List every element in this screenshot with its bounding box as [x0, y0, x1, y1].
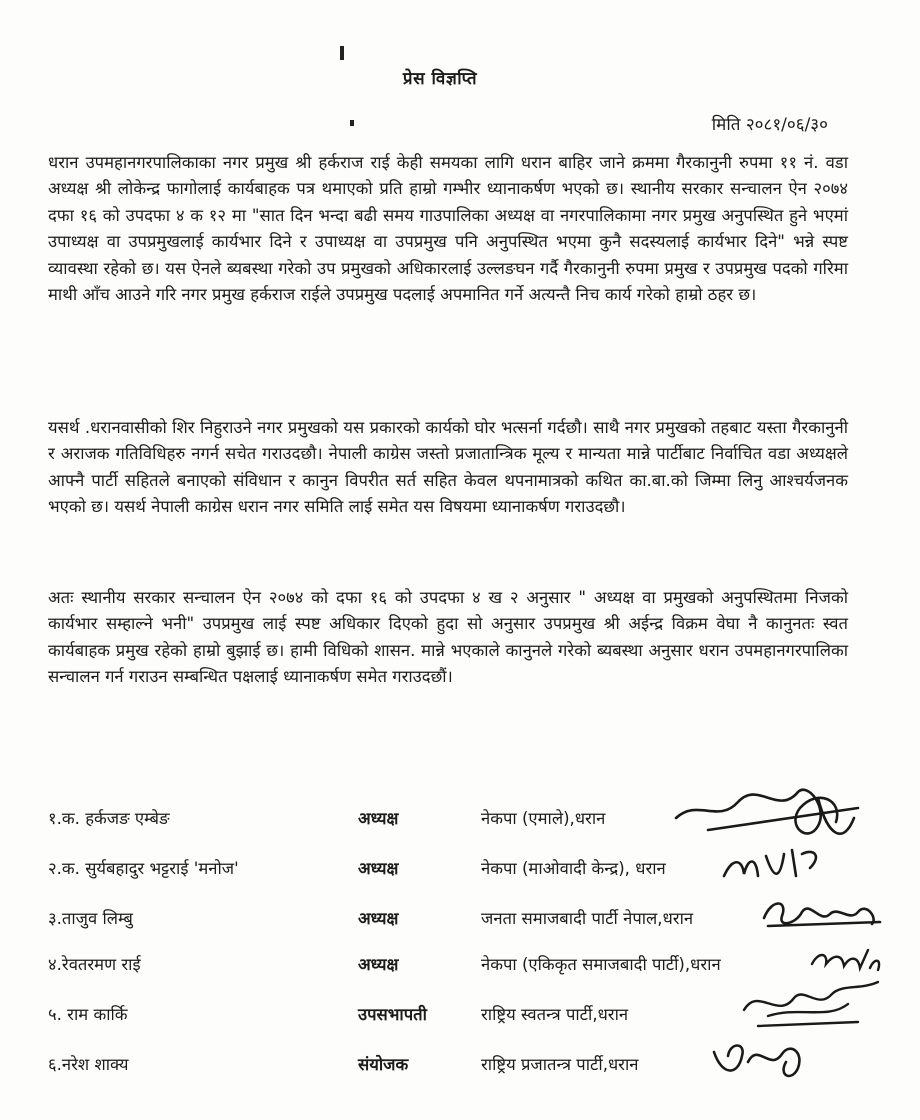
signatory-party: नेकपा (एमाले),धरान — [481, 809, 606, 828]
signatory-name: ५. राम कार्कि — [48, 1005, 128, 1024]
signatory-row — [48, 806, 888, 840]
signatory-name: १.क. हर्कजङ एम्बेङ — [48, 809, 170, 828]
signatory-role: अध्यक्ष — [358, 859, 399, 878]
signatory-role: अध्यक्ष — [358, 809, 399, 828]
signatory-name: ३.ताजुव लिम्बु — [48, 909, 133, 928]
handwritten-signature-6 — [708, 1032, 818, 1088]
paragraph-2: यसर्थ .धरानवासीको शिर निहुराउने नगर प्रमुखको यस प्रकारको कार्यको घोर भत्सर्ना गर्दछौ। साथै नगर प्रमुखको तहबाट यस्ता गैरकानुनी र अराजक गतिविधिहरु नगर्न सचेत गराउदछौ। नेपाली काग्रेस जस्तो प्रजातान्त्रिक मूल्य र मान्यता मान्ने पार्टीबाट निर्वाचित वडा अध्यक्षले आफ्नै पार्टी सहितले बनाएको संविधान र कानुन विपरीत सर्त सहित केवल थपनामात्रको कथित का.बा.को जिम्मा लिनु आश्चर्यजनक भएको छ। यसर्थ नेपाली काग्रेस धरान नगर समिति लाई समेत यस विषयमा ध्यानाकर्षण गराउदछौ। — [48, 418, 848, 517]
signatory-name: ४.रेवतरमण राई — [48, 955, 141, 974]
handwritten-signature-5 — [738, 976, 888, 1036]
handwritten-signature-4 — [808, 938, 888, 978]
signatory-party: राष्ट्रिय स्वतन्त्र पार्टी,धरान — [481, 1005, 629, 1024]
scan-speck — [340, 46, 344, 60]
paragraph-3: अतः स्थानीय सरकार सन्चालन ऐन २०७४ को दफा १६ को उपदफा ४ ख २ अनुसार " अध्यक्ष वा प्रमुखको अनुपस्थितमा निजको कार्यभार सम्हाल्ने भनी" उपप्रमुख लाई स्पष्ट अधिकार दिएको हुदा सो अनुसार उपप्रमुख श्री अईन्द्र विक्रम वेघा नै कानुनतः स्वत कार्यबाहक प्रमुख रहेको हाम्रो बुझाई छ। हामी विधिको शासन. मान्ने भएकाले कानुनले गरेको ब्यबस्था अनुसार धरान उपमहानगरपालिका सन्चालन गर्न गराउन सम्बन्धित पक्षलाई ध्यानाकर्षण समेत गराउदछौं। — [48, 588, 848, 687]
scan-speck — [350, 120, 354, 126]
signatory-row — [48, 856, 888, 890]
document-title: प्रेस विज्ञप्ति — [402, 69, 478, 89]
signatory-name: ६.नरेश शाक्य — [48, 1055, 129, 1074]
handwritten-signature-3 — [758, 888, 888, 936]
signatory-party: राष्ट्रिय प्रजातन्त्र पार्टी,धरान — [481, 1055, 639, 1074]
document-date: मिति २०८१/०६/३० — [711, 115, 828, 135]
signatory-party: जनता समाजबादी पार्टी नेपाल,धरान — [481, 909, 694, 928]
signatory-role: संयोजक — [358, 1055, 409, 1074]
paragraph-1: धरान उपमहानगरपालिकाका नगर प्रमुख श्री हर्कराज राई केही समयका लागि धरान बाहिर जाने क्रममा गैरकानुनी रुपमा ११ नं. वडा अध्यक्ष श्री लोकेन्द्र फागोलाई कार्यबाहक पत्र थमाएको प्रति हाम्रो गम्भीर ध्यानाकर्षण भएको छ। स्थानीय सरकार सन्चालन ऐन २०७४ दफा १६ को उपदफा ४ क १२ मा "सात दिन भन्दा बढी समय गाउपालिका अध्यक्ष वा नगरपालिकामा नगर प्रमुख अनुपस्थित हुने भएमां उपाध्यक्ष वा उपप्रमुखलाई कार्यभार दिने र उपाध्यक्ष वा उपप्रमुख पनि अनुपस्थित भएमा कुनै सदस्यलाई कार्यभार दिने" भन्ने स्पष्ट व्यावस्था रहेको छ। यस ऐनले ब्यबस्था गरेको उप प्रमुखको अधिकारलाई उल्लङघन गर्दै गैरकानुनी रुपमा प्रमुख र उपप्रमुख पदको गरिमा माथी आँच आउने गरि नगर प्रमुख हर्कराज राईले उपप्रमुख पदलाई अपमानित गर्ने अत्यन्तै निच कार्य गरेको हाम्रो ठहर छ। — [48, 153, 848, 305]
signatory-role: अध्यक्ष — [358, 955, 399, 974]
signatory-row — [48, 1052, 888, 1086]
signatory-row — [48, 906, 888, 940]
signatory-row — [48, 1002, 888, 1036]
signatory-name: २.क. सुर्यबहादुर भट्टराई 'मनोज' — [48, 859, 239, 878]
signatory-party: नेकपा (एकिकृत समाजबादी पार्टी),धरान — [481, 955, 721, 974]
handwritten-signature-2 — [718, 836, 828, 892]
signatory-party: नेकपा (माओवादी केन्द्र), धरान — [481, 859, 666, 878]
signatory-role: अध्यक्ष — [358, 909, 399, 928]
signatory-role: उपसभापती — [358, 1005, 427, 1024]
